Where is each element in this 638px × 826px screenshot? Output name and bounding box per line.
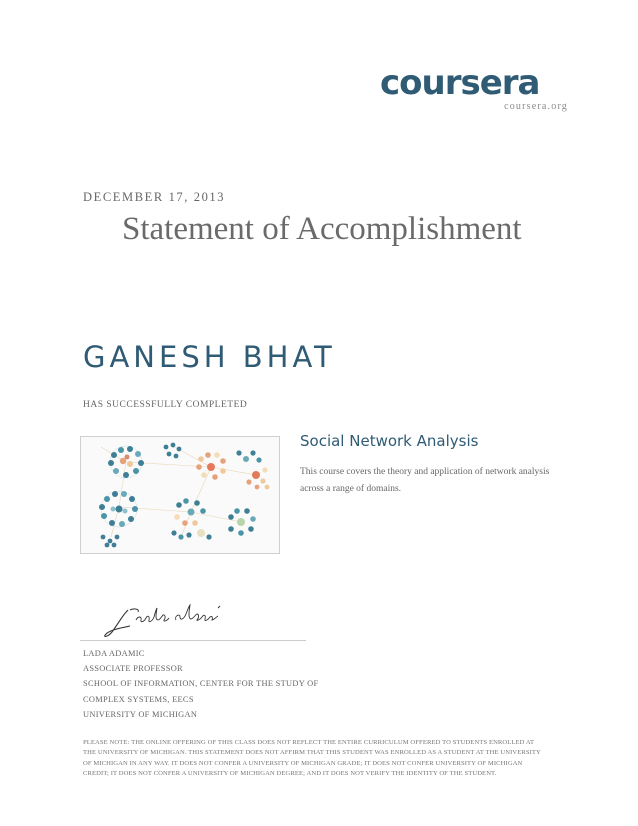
- notice-line: PLEASE NOTE: THE ONLINE OFFERING OF THIS CLASS DOES NOT REFLECT THE ENTIRE CURRICULUM OFFERED TO STUDENTS ENROLLED AT: [83, 739, 535, 746]
- network-graph-icon: [81, 437, 279, 553]
- signatory-university: UNIVERSITY OF MICHIGAN: [83, 709, 198, 719]
- signatory-department: COMPLEX SYSTEMS, EECS: [83, 694, 194, 704]
- signatory-title: ASSOCIATE PROFESSOR: [83, 664, 183, 674]
- coursera-logo: [380, 64, 570, 100]
- notice-line: THE UNIVERSITY OF MICHIGAN. THIS STATEMENT DOES NOT AFFIRM THAT THIS STUDENT WAS ENROLLED AS A STUDENT AT THE UNIVERSITY: [83, 749, 541, 757]
- notice-line: OF MICHIGAN IN ANY WAY. IT DOES NOT CONFER A UNIVERSITY OF MICHIGAN GRADE; IT DOES NOT CONFER UNIVERSITY OF MICHIGAN: [83, 759, 523, 767]
- certificate-title: Statement of Accomplishment: [122, 211, 522, 247]
- signature-line: [80, 640, 306, 641]
- notice-line: CREDIT; IT DOES NOT CONFER A UNIVERSITY OF MICHIGAN DEGREE; AND IT DOES NOT VERIFY THE IDENTITY OF THE STUDENT.: [83, 769, 497, 777]
- recipient-name: GANESH BHAT: [83, 340, 336, 374]
- svg-text:coursera: coursera: [380, 64, 540, 100]
- course-title: Social Network Analysis: [300, 432, 479, 450]
- completed-label: HAS SUCCESSFULLY COMPLETED: [83, 400, 248, 410]
- course-description: [300, 464, 585, 498]
- signature-image: [100, 598, 240, 640]
- signatory-name: LADA ADAMIC: [83, 649, 145, 658]
- course-description-line: This course covers the theory and application of network analysis: [300, 467, 550, 477]
- coursera-url: coursera.org: [504, 101, 568, 112]
- signatory-department: SCHOOL OF INFORMATION, CENTER FOR THE STUDY OF: [83, 679, 319, 689]
- course-description-line: across a range of domains.: [300, 484, 402, 494]
- signatory-block: [83, 646, 318, 722]
- certificate-date: DECEMBER 17, 2013: [83, 190, 226, 204]
- disclaimer-notice: [83, 738, 563, 779]
- course-image: [80, 436, 280, 554]
